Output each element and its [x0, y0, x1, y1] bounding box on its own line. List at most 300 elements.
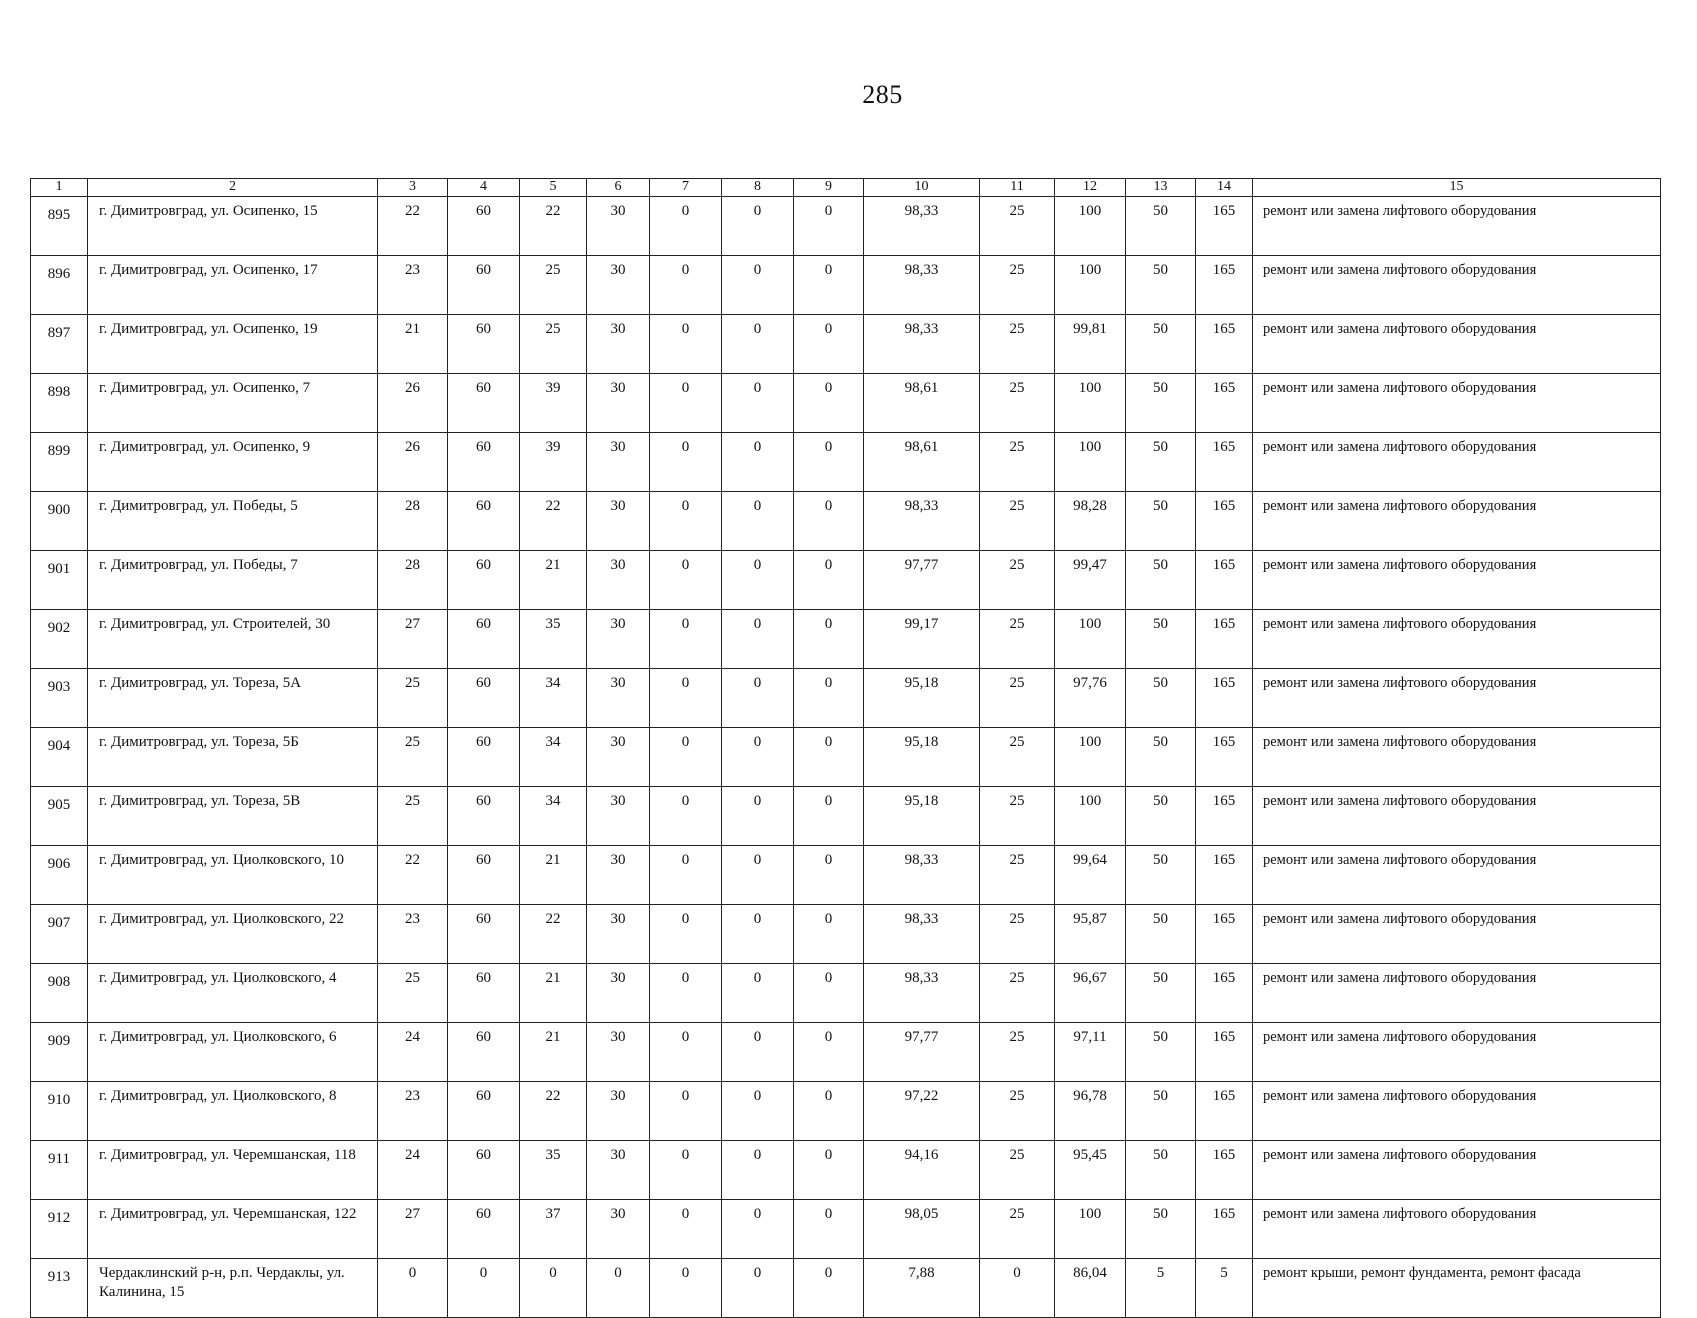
- work-type-cell: ремонт или замена лифтового оборудования: [1253, 669, 1661, 728]
- column-header-11: 11: [980, 179, 1055, 197]
- row-number-cell: 902: [31, 610, 88, 669]
- value-cell-c7: 0: [650, 551, 722, 610]
- table-row: [31, 964, 1661, 1023]
- value-cell-c7: 0: [650, 787, 722, 846]
- value-cell-c12: 100: [1055, 433, 1126, 492]
- address-cell: г. Димитровград, ул. Черемшанская, 122: [88, 1200, 378, 1259]
- address-cell: г. Димитровград, ул. Циолковского, 6: [88, 1023, 378, 1082]
- work-type-cell: ремонт крыши, ремонт фундамента, ремонт фасада: [1253, 1259, 1661, 1318]
- value-cell-c3: 22: [378, 197, 448, 256]
- value-cell-c7: 0: [650, 905, 722, 964]
- value-cell-c11: 25: [980, 964, 1055, 1023]
- value-cell-c10: 98,33: [864, 315, 980, 374]
- value-cell-c10: 98,33: [864, 964, 980, 1023]
- value-cell-c12: 100: [1055, 1200, 1126, 1259]
- value-cell-c13: 50: [1126, 492, 1196, 551]
- value-cell-c8: 0: [722, 256, 794, 315]
- value-cell-c10: 95,18: [864, 787, 980, 846]
- value-cell-c11: 25: [980, 1082, 1055, 1141]
- value-cell-c8: 0: [722, 905, 794, 964]
- value-cell-c10: 94,16: [864, 1141, 980, 1200]
- value-cell-c9: 0: [794, 1259, 864, 1318]
- table-row: [31, 197, 1661, 256]
- value-cell-c14: 165: [1196, 1082, 1253, 1141]
- value-cell-c3: 25: [378, 728, 448, 787]
- value-cell-c9: 0: [794, 256, 864, 315]
- work-type-cell: ремонт или замена лифтового оборудования: [1253, 197, 1661, 256]
- value-cell-c5: 21: [520, 846, 587, 905]
- column-header-6: 6: [587, 179, 650, 197]
- value-cell-c6: 30: [587, 964, 650, 1023]
- address-cell: г. Димитровград, ул. Осипенко, 17: [88, 256, 378, 315]
- row-number-cell: 897: [31, 315, 88, 374]
- row-number-cell: 896: [31, 256, 88, 315]
- value-cell-c4: 0: [448, 1259, 520, 1318]
- value-cell-c3: 22: [378, 846, 448, 905]
- value-cell-c12: 96,67: [1055, 964, 1126, 1023]
- value-cell-c8: 0: [722, 1141, 794, 1200]
- value-cell-c9: 0: [794, 669, 864, 728]
- row-number-cell: 901: [31, 551, 88, 610]
- work-type-cell: ремонт или замена лифтового оборудования: [1253, 315, 1661, 374]
- table-row: [31, 1141, 1661, 1200]
- address-cell: г. Димитровград, ул. Циолковского, 4: [88, 964, 378, 1023]
- value-cell-c10: 98,61: [864, 374, 980, 433]
- value-cell-c6: 30: [587, 846, 650, 905]
- column-header-1: 1: [31, 179, 88, 197]
- row-number-cell: 908: [31, 964, 88, 1023]
- value-cell-c13: 50: [1126, 551, 1196, 610]
- value-cell-c14: 165: [1196, 433, 1253, 492]
- value-cell-c3: 23: [378, 905, 448, 964]
- register-table: [30, 178, 1661, 1318]
- value-cell-c12: 97,11: [1055, 1023, 1126, 1082]
- value-cell-c6: 30: [587, 728, 650, 787]
- value-cell-c9: 0: [794, 433, 864, 492]
- address-cell: г. Димитровград, ул. Победы, 7: [88, 551, 378, 610]
- value-cell-c3: 28: [378, 492, 448, 551]
- row-number-cell: 895: [31, 197, 88, 256]
- value-cell-c7: 0: [650, 433, 722, 492]
- value-cell-c6: 30: [587, 256, 650, 315]
- value-cell-c9: 0: [794, 551, 864, 610]
- value-cell-c13: 50: [1126, 197, 1196, 256]
- value-cell-c14: 165: [1196, 1023, 1253, 1082]
- value-cell-c9: 0: [794, 610, 864, 669]
- value-cell-c5: 34: [520, 787, 587, 846]
- value-cell-c12: 100: [1055, 610, 1126, 669]
- table-row: [31, 787, 1661, 846]
- value-cell-c14: 165: [1196, 964, 1253, 1023]
- column-header-7: 7: [650, 179, 722, 197]
- table-row: [31, 256, 1661, 315]
- column-number-row: [31, 179, 1661, 197]
- address-cell: г. Димитровград, ул. Осипенко, 15: [88, 197, 378, 256]
- value-cell-c11: 0: [980, 1259, 1055, 1318]
- value-cell-c4: 60: [448, 256, 520, 315]
- value-cell-c5: 21: [520, 551, 587, 610]
- value-cell-c13: 50: [1126, 728, 1196, 787]
- table-row: [31, 728, 1661, 787]
- value-cell-c7: 0: [650, 1200, 722, 1259]
- value-cell-c7: 0: [650, 964, 722, 1023]
- column-header-2: 2: [88, 179, 378, 197]
- value-cell-c6: 30: [587, 1082, 650, 1141]
- value-cell-c11: 25: [980, 197, 1055, 256]
- row-number-cell: 903: [31, 669, 88, 728]
- value-cell-c12: 100: [1055, 787, 1126, 846]
- value-cell-c12: 100: [1055, 256, 1126, 315]
- value-cell-c8: 0: [722, 846, 794, 905]
- value-cell-c13: 50: [1126, 964, 1196, 1023]
- table-row: [31, 905, 1661, 964]
- value-cell-c4: 60: [448, 433, 520, 492]
- table-row: [31, 846, 1661, 905]
- value-cell-c14: 165: [1196, 315, 1253, 374]
- value-cell-c3: 26: [378, 374, 448, 433]
- value-cell-c7: 0: [650, 610, 722, 669]
- address-cell: г. Димитровград, ул. Тореза, 5А: [88, 669, 378, 728]
- work-type-cell: ремонт или замена лифтового оборудования: [1253, 1082, 1661, 1141]
- value-cell-c7: 0: [650, 197, 722, 256]
- value-cell-c3: 21: [378, 315, 448, 374]
- value-cell-c12: 98,28: [1055, 492, 1126, 551]
- value-cell-c3: 27: [378, 1200, 448, 1259]
- value-cell-c5: 25: [520, 256, 587, 315]
- value-cell-c3: 24: [378, 1141, 448, 1200]
- value-cell-c11: 25: [980, 728, 1055, 787]
- value-cell-c9: 0: [794, 1141, 864, 1200]
- value-cell-c4: 60: [448, 374, 520, 433]
- value-cell-c5: 39: [520, 433, 587, 492]
- value-cell-c7: 0: [650, 846, 722, 905]
- value-cell-c10: 98,33: [864, 905, 980, 964]
- value-cell-c8: 0: [722, 728, 794, 787]
- table-row: [31, 551, 1661, 610]
- value-cell-c6: 30: [587, 492, 650, 551]
- table-header: [31, 179, 1661, 197]
- row-number-cell: 907: [31, 905, 88, 964]
- work-type-cell: ремонт или замена лифтового оборудования: [1253, 787, 1661, 846]
- column-header-8: 8: [722, 179, 794, 197]
- value-cell-c9: 0: [794, 846, 864, 905]
- work-type-cell: ремонт или замена лифтового оборудования: [1253, 1141, 1661, 1200]
- work-type-cell: ремонт или замена лифтового оборудования: [1253, 551, 1661, 610]
- value-cell-c8: 0: [722, 197, 794, 256]
- value-cell-c13: 50: [1126, 905, 1196, 964]
- value-cell-c9: 0: [794, 787, 864, 846]
- value-cell-c3: 25: [378, 964, 448, 1023]
- value-cell-c3: 23: [378, 256, 448, 315]
- value-cell-c6: 30: [587, 433, 650, 492]
- table-row: [31, 492, 1661, 551]
- column-header-15: 15: [1253, 179, 1661, 197]
- address-cell: г. Димитровград, ул. Осипенко, 19: [88, 315, 378, 374]
- work-type-cell: ремонт или замена лифтового оборудования: [1253, 905, 1661, 964]
- work-type-cell: ремонт или замена лифтового оборудования: [1253, 1200, 1661, 1259]
- address-cell: Чердаклинский р-н, р.п. Чердаклы, ул. Калинина, 15: [88, 1259, 378, 1318]
- table-row: [31, 315, 1661, 374]
- value-cell-c10: 97,77: [864, 1023, 980, 1082]
- value-cell-c9: 0: [794, 1023, 864, 1082]
- value-cell-c9: 0: [794, 1200, 864, 1259]
- row-number-cell: 913: [31, 1259, 88, 1318]
- value-cell-c7: 0: [650, 1141, 722, 1200]
- value-cell-c14: 5: [1196, 1259, 1253, 1318]
- row-number-cell: 906: [31, 846, 88, 905]
- value-cell-c11: 25: [980, 1023, 1055, 1082]
- value-cell-c8: 0: [722, 787, 794, 846]
- value-cell-c5: 22: [520, 492, 587, 551]
- value-cell-c9: 0: [794, 197, 864, 256]
- value-cell-c5: 35: [520, 610, 587, 669]
- value-cell-c12: 99,81: [1055, 315, 1126, 374]
- value-cell-c13: 50: [1126, 846, 1196, 905]
- value-cell-c7: 0: [650, 669, 722, 728]
- value-cell-c13: 50: [1126, 1141, 1196, 1200]
- value-cell-c6: 30: [587, 1023, 650, 1082]
- value-cell-c6: 30: [587, 315, 650, 374]
- value-cell-c7: 0: [650, 1259, 722, 1318]
- value-cell-c7: 0: [650, 728, 722, 787]
- work-type-cell: ремонт или замена лифтового оборудования: [1253, 492, 1661, 551]
- value-cell-c11: 25: [980, 1141, 1055, 1200]
- value-cell-c5: 0: [520, 1259, 587, 1318]
- row-number-cell: 900: [31, 492, 88, 551]
- value-cell-c4: 60: [448, 787, 520, 846]
- value-cell-c13: 50: [1126, 433, 1196, 492]
- value-cell-c10: 7,88: [864, 1259, 980, 1318]
- work-type-cell: ремонт или замена лифтового оборудования: [1253, 846, 1661, 905]
- address-cell: г. Димитровград, ул. Тореза, 5В: [88, 787, 378, 846]
- address-cell: г. Димитровград, ул. Победы, 5: [88, 492, 378, 551]
- work-type-cell: ремонт или замена лифтового оборудования: [1253, 728, 1661, 787]
- value-cell-c12: 96,78: [1055, 1082, 1126, 1141]
- value-cell-c7: 0: [650, 374, 722, 433]
- value-cell-c5: 22: [520, 197, 587, 256]
- value-cell-c4: 60: [448, 492, 520, 551]
- value-cell-c6: 30: [587, 1200, 650, 1259]
- value-cell-c4: 60: [448, 905, 520, 964]
- value-cell-c3: 25: [378, 669, 448, 728]
- column-header-13: 13: [1126, 179, 1196, 197]
- value-cell-c3: 25: [378, 787, 448, 846]
- value-cell-c8: 0: [722, 1023, 794, 1082]
- value-cell-c9: 0: [794, 1082, 864, 1141]
- value-cell-c5: 22: [520, 1082, 587, 1141]
- value-cell-c13: 50: [1126, 610, 1196, 669]
- value-cell-c10: 98,33: [864, 846, 980, 905]
- value-cell-c9: 0: [794, 492, 864, 551]
- value-cell-c4: 60: [448, 1082, 520, 1141]
- address-cell: г. Димитровград, ул. Тореза, 5Б: [88, 728, 378, 787]
- value-cell-c4: 60: [448, 669, 520, 728]
- value-cell-c4: 60: [448, 1023, 520, 1082]
- row-number-cell: 909: [31, 1023, 88, 1082]
- value-cell-c10: 98,33: [864, 197, 980, 256]
- value-cell-c4: 60: [448, 1200, 520, 1259]
- row-number-cell: 904: [31, 728, 88, 787]
- column-header-12: 12: [1055, 179, 1126, 197]
- row-number-cell: 911: [31, 1141, 88, 1200]
- value-cell-c14: 165: [1196, 905, 1253, 964]
- value-cell-c6: 30: [587, 374, 650, 433]
- value-cell-c6: 30: [587, 1141, 650, 1200]
- value-cell-c10: 98,33: [864, 256, 980, 315]
- value-cell-c13: 5: [1126, 1259, 1196, 1318]
- value-cell-c13: 50: [1126, 374, 1196, 433]
- table-row: [31, 1259, 1661, 1318]
- value-cell-c14: 165: [1196, 374, 1253, 433]
- value-cell-c7: 0: [650, 1023, 722, 1082]
- row-number-cell: 905: [31, 787, 88, 846]
- value-cell-c7: 0: [650, 1082, 722, 1141]
- value-cell-c8: 0: [722, 433, 794, 492]
- value-cell-c9: 0: [794, 905, 864, 964]
- column-header-4: 4: [448, 179, 520, 197]
- value-cell-c8: 0: [722, 492, 794, 551]
- work-type-cell: ремонт или замена лифтового оборудования: [1253, 433, 1661, 492]
- value-cell-c13: 50: [1126, 315, 1196, 374]
- value-cell-c12: 99,64: [1055, 846, 1126, 905]
- value-cell-c3: 28: [378, 551, 448, 610]
- value-cell-c6: 30: [587, 610, 650, 669]
- value-cell-c13: 50: [1126, 256, 1196, 315]
- value-cell-c5: 22: [520, 905, 587, 964]
- value-cell-c4: 60: [448, 551, 520, 610]
- value-cell-c13: 50: [1126, 1082, 1196, 1141]
- value-cell-c10: 97,77: [864, 551, 980, 610]
- value-cell-c12: 95,87: [1055, 905, 1126, 964]
- value-cell-c11: 25: [980, 610, 1055, 669]
- value-cell-c4: 60: [448, 728, 520, 787]
- address-cell: г. Димитровград, ул. Осипенко, 9: [88, 433, 378, 492]
- value-cell-c6: 30: [587, 787, 650, 846]
- value-cell-c14: 165: [1196, 551, 1253, 610]
- value-cell-c13: 50: [1126, 787, 1196, 846]
- value-cell-c12: 97,76: [1055, 669, 1126, 728]
- column-header-10: 10: [864, 179, 980, 197]
- value-cell-c4: 60: [448, 964, 520, 1023]
- value-cell-c11: 25: [980, 315, 1055, 374]
- value-cell-c5: 37: [520, 1200, 587, 1259]
- value-cell-c10: 99,17: [864, 610, 980, 669]
- value-cell-c4: 60: [448, 197, 520, 256]
- value-cell-c5: 35: [520, 1141, 587, 1200]
- value-cell-c12: 100: [1055, 197, 1126, 256]
- value-cell-c3: 24: [378, 1023, 448, 1082]
- value-cell-c8: 0: [722, 964, 794, 1023]
- value-cell-c5: 34: [520, 728, 587, 787]
- page-number: 285: [862, 80, 903, 109]
- value-cell-c9: 0: [794, 728, 864, 787]
- value-cell-c7: 0: [650, 256, 722, 315]
- value-cell-c14: 165: [1196, 846, 1253, 905]
- value-cell-c6: 30: [587, 551, 650, 610]
- row-number-cell: 899: [31, 433, 88, 492]
- value-cell-c14: 165: [1196, 728, 1253, 787]
- work-type-cell: ремонт или замена лифтового оборудования: [1253, 374, 1661, 433]
- value-cell-c11: 25: [980, 492, 1055, 551]
- value-cell-c7: 0: [650, 492, 722, 551]
- table-row: [31, 374, 1661, 433]
- value-cell-c8: 0: [722, 374, 794, 433]
- value-cell-c8: 0: [722, 610, 794, 669]
- value-cell-c14: 165: [1196, 1200, 1253, 1259]
- value-cell-c11: 25: [980, 551, 1055, 610]
- value-cell-c6: 30: [587, 905, 650, 964]
- value-cell-c14: 165: [1196, 256, 1253, 315]
- value-cell-c12: 100: [1055, 374, 1126, 433]
- value-cell-c13: 50: [1126, 1200, 1196, 1259]
- value-cell-c6: 30: [587, 197, 650, 256]
- value-cell-c14: 165: [1196, 1141, 1253, 1200]
- value-cell-c14: 165: [1196, 197, 1253, 256]
- table-row: [31, 1200, 1661, 1259]
- value-cell-c11: 25: [980, 374, 1055, 433]
- value-cell-c11: 25: [980, 846, 1055, 905]
- value-cell-c3: 27: [378, 610, 448, 669]
- value-cell-c8: 0: [722, 1200, 794, 1259]
- work-type-cell: ремонт или замена лифтового оборудования: [1253, 1023, 1661, 1082]
- value-cell-c13: 50: [1126, 1023, 1196, 1082]
- value-cell-c5: 21: [520, 964, 587, 1023]
- address-cell: г. Димитровград, ул. Циолковского, 10: [88, 846, 378, 905]
- value-cell-c12: 100: [1055, 728, 1126, 787]
- work-type-cell: ремонт или замена лифтового оборудования: [1253, 964, 1661, 1023]
- work-type-cell: ремонт или замена лифтового оборудования: [1253, 610, 1661, 669]
- address-cell: г. Димитровград, ул. Циолковского, 22: [88, 905, 378, 964]
- value-cell-c10: 95,18: [864, 669, 980, 728]
- column-header-5: 5: [520, 179, 587, 197]
- value-cell-c8: 0: [722, 669, 794, 728]
- table-body: [31, 197, 1661, 1318]
- value-cell-c9: 0: [794, 964, 864, 1023]
- work-type-cell: ремонт или замена лифтового оборудования: [1253, 256, 1661, 315]
- row-number-cell: 898: [31, 374, 88, 433]
- value-cell-c6: 0: [587, 1259, 650, 1318]
- value-cell-c12: 95,45: [1055, 1141, 1126, 1200]
- value-cell-c4: 60: [448, 610, 520, 669]
- value-cell-c8: 0: [722, 551, 794, 610]
- value-cell-c11: 25: [980, 669, 1055, 728]
- value-cell-c7: 0: [650, 315, 722, 374]
- row-number-cell: 912: [31, 1200, 88, 1259]
- value-cell-c4: 60: [448, 1141, 520, 1200]
- value-cell-c6: 30: [587, 669, 650, 728]
- value-cell-c11: 25: [980, 905, 1055, 964]
- value-cell-c12: 86,04: [1055, 1259, 1126, 1318]
- column-header-3: 3: [378, 179, 448, 197]
- table-row: [31, 433, 1661, 492]
- table-row: [31, 669, 1661, 728]
- value-cell-c3: 26: [378, 433, 448, 492]
- value-cell-c8: 0: [722, 1259, 794, 1318]
- address-cell: г. Димитровград, ул. Строителей, 30: [88, 610, 378, 669]
- value-cell-c4: 60: [448, 315, 520, 374]
- address-cell: г. Димитровград, ул. Циолковского, 8: [88, 1082, 378, 1141]
- value-cell-c14: 165: [1196, 669, 1253, 728]
- value-cell-c12: 99,47: [1055, 551, 1126, 610]
- value-cell-c14: 165: [1196, 610, 1253, 669]
- value-cell-c14: 165: [1196, 787, 1253, 846]
- value-cell-c10: 95,18: [864, 728, 980, 787]
- value-cell-c5: 21: [520, 1023, 587, 1082]
- value-cell-c8: 0: [722, 1082, 794, 1141]
- value-cell-c13: 50: [1126, 669, 1196, 728]
- table-row: [31, 1082, 1661, 1141]
- value-cell-c10: 97,22: [864, 1082, 980, 1141]
